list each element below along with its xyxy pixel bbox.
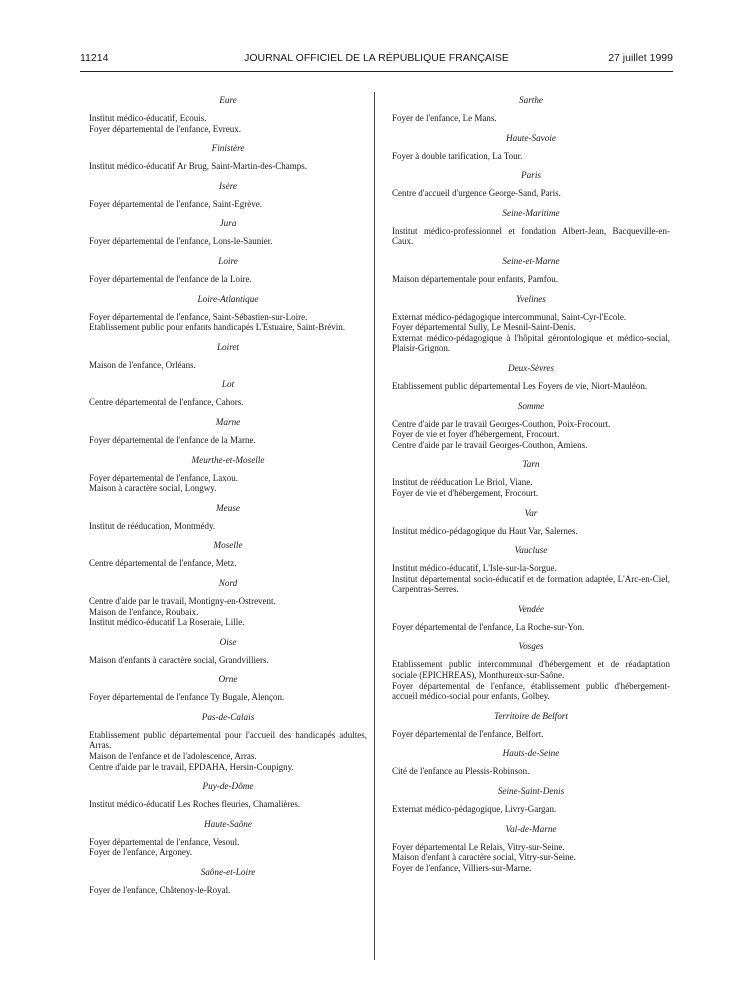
department-section bbox=[392, 785, 670, 815]
department-heading: Deux-Sèvres bbox=[507, 362, 555, 373]
department-heading: Lot bbox=[221, 379, 235, 390]
establishment-entry: Foyer départemental de l'enfance, Saint-Sébastien-sur-Loire. bbox=[89, 311, 308, 322]
department-heading: Vosges bbox=[518, 641, 544, 652]
page-number: 11214 bbox=[80, 52, 109, 64]
establishment-entry: Maison de l'enfance et de l'adolescence, Arras. bbox=[89, 751, 257, 762]
department-heading: Puy-de-Dôme bbox=[202, 781, 254, 792]
department-heading: Somme bbox=[517, 400, 545, 411]
department-heading: Jura bbox=[219, 218, 237, 229]
establishment-entry: Institut de rééducation, Montmédy. bbox=[89, 520, 216, 531]
department-section bbox=[89, 780, 367, 810]
establishment-entry: Centre départemental de l'enfance, Metz. bbox=[89, 558, 237, 569]
department-section bbox=[392, 169, 670, 199]
establishment-entry: Cité de l'enfance au Plessis-Robinson. bbox=[392, 766, 530, 777]
department-section bbox=[89, 217, 367, 247]
establishment-entry: Foyer départemental de l'enfance, Belfort. bbox=[392, 728, 544, 739]
establishment-entry: Institut médico-professionnel et fondation Albert-Jean, Bacqueville-en-Caux. bbox=[392, 225, 670, 247]
column-divider bbox=[374, 92, 375, 960]
department-section bbox=[392, 255, 670, 285]
establishment-entry: Externat médico-pédagogique, Livry-Gargan. bbox=[392, 804, 557, 815]
establishment-entry: Etablissement public départemental Les Foyers de vie, Niort-Mauléon. bbox=[392, 380, 648, 391]
establishment-entry: Centre d'aide par le travail Georges-Couthon, Poix-Frocourt. bbox=[392, 418, 611, 429]
department-heading: Meuse bbox=[216, 502, 240, 513]
department-heading: Haute-Savoie bbox=[505, 132, 556, 143]
department-section bbox=[89, 502, 367, 532]
department-section bbox=[89, 577, 367, 628]
establishment-entry: Institut départemental socio-éducatif et de formation adaptée, L'Arc-en-Ciel, Carpentras-Serres. bbox=[392, 573, 670, 595]
establishment-entry: Foyer départemental Sully, Le Mesnil-Saint-Denis. bbox=[392, 322, 576, 333]
department-heading: Meurthe-et-Moselle bbox=[191, 454, 265, 465]
department-section bbox=[392, 132, 670, 162]
establishment-entry: Maison départementale pour enfants, Pamfou. bbox=[392, 273, 558, 284]
establishment-entry: Etablissement public départemental pour l'accueil des handicapés adultes, Arras. bbox=[89, 729, 367, 751]
establishment-entry: Centre départemental de l'enfance, Cahors. bbox=[89, 397, 244, 408]
department-heading: Pas-de-Calais bbox=[201, 711, 255, 722]
publication-date: 27 juillet 1999 bbox=[608, 52, 673, 64]
department-heading: Finistère bbox=[211, 143, 245, 154]
department-heading: Val-de-Marne bbox=[505, 823, 557, 834]
establishment-entry: Maison d'enfants à caractère social, Grandvilliers. bbox=[89, 654, 269, 665]
establishment-entry: Institut de rééducation Le Briol, Viane. bbox=[392, 477, 533, 488]
establishment-entry: Maison d'enfant à caractère social, Vitry-sur-Seine. bbox=[392, 852, 576, 863]
department-section bbox=[89, 293, 367, 333]
department-section bbox=[89, 673, 367, 703]
department-section bbox=[392, 94, 670, 124]
department-section bbox=[89, 142, 367, 172]
journal-title: JOURNAL OFFICIEL DE LA RÉPUBLIQUE FRANÇAISE bbox=[244, 52, 509, 64]
department-heading: Var bbox=[524, 507, 538, 518]
department-section bbox=[89, 180, 367, 210]
department-heading: Vaucluse bbox=[514, 545, 548, 556]
establishment-entry: Institut médico-éducatif, L'Isle-sur-la-Sorgue. bbox=[392, 563, 557, 574]
establishment-entry: Foyer départemental de l'enfance Ty Bugale, Alençon. bbox=[89, 692, 285, 703]
establishment-entry: Foyer de vie et d'hébergement, Frocourt. bbox=[392, 487, 539, 498]
right-column bbox=[392, 94, 670, 881]
department-section bbox=[392, 710, 670, 740]
department-section bbox=[89, 866, 367, 896]
establishment-entry: Foyer de l'enfance, Argoney. bbox=[89, 847, 193, 858]
establishment-entry: Foyer départemental de l'enfance, Vesoul. bbox=[89, 836, 240, 847]
department-heading: Territoire de Belfort bbox=[494, 710, 568, 721]
department-heading: Oise bbox=[219, 636, 237, 647]
department-section bbox=[89, 711, 367, 772]
department-heading: Haute-Saône bbox=[204, 818, 252, 829]
establishment-entry: Foyer de l'enfance, Châtenoy-le-Royal. bbox=[89, 885, 231, 896]
department-heading: Paris bbox=[521, 170, 541, 181]
department-heading: Eure bbox=[219, 95, 237, 105]
department-section bbox=[392, 544, 670, 595]
department-section bbox=[392, 293, 670, 354]
establishment-entry: Institut médico-éducatif La Roseraie, Lille. bbox=[89, 617, 245, 628]
department-section bbox=[89, 255, 367, 285]
establishment-entry: Centre d'aide par le travail, EPDAHA, Hersin-Coupigny. bbox=[89, 761, 294, 772]
establishment-entry: Externat médico-pédagogique à l'hôpital gérontologique et médico-social, Plaisir-Grignon. bbox=[392, 332, 670, 354]
department-heading: Marne bbox=[215, 416, 241, 427]
department-section bbox=[392, 603, 670, 633]
establishment-entry: Centre d'aide par le travail Georges-Couthon, Amiens. bbox=[392, 439, 588, 450]
department-section bbox=[89, 416, 367, 446]
department-section bbox=[89, 341, 367, 371]
establishment-entry: Institut médico-éducatif Les Roches fleuries, Chamalières. bbox=[89, 799, 301, 810]
establishment-entry: Institut médico-pédagogique du Haut Var, Salernes. bbox=[392, 525, 578, 536]
establishment-entry: Foyer à double tarification, La Tour. bbox=[392, 150, 523, 161]
establishment-entry: Foyer de l'enfance, Le Mans. bbox=[392, 113, 497, 123]
department-heading: Sarthe bbox=[519, 95, 543, 105]
establishment-entry: Externat médico-pédagogique intercommunal, Saint-Cyr-l'Ecole. bbox=[392, 311, 627, 322]
department-heading: Orne bbox=[218, 674, 238, 685]
establishment-entry: Foyer départemental de l'enfance, Saint-Egrève. bbox=[89, 198, 263, 209]
department-heading: Vendée bbox=[517, 603, 544, 614]
establishment-entry: Institut médico-éducatif Ar Brug, Saint-Martin-des-Champs. bbox=[89, 161, 307, 172]
establishment-entry: Foyer de l'enfance, Villiers-sur-Marne. bbox=[392, 862, 532, 873]
establishment-entry: Foyer départemental de l'enfance, La Roche-sur-Yon. bbox=[392, 621, 585, 632]
establishment-entry: Foyer départemental de l'enfance, établissement public d'hébergement-accueil médico-social pour enfants, Golbey. bbox=[392, 680, 670, 702]
department-heading: Nord bbox=[218, 577, 238, 588]
department-section bbox=[89, 454, 367, 494]
establishment-entry: Etablissement public intercommunal d'hébergement et de réadaptation sociale (EPICHREAS), Monthureux-sur-Saône. bbox=[392, 659, 670, 681]
department-heading: Loiret bbox=[216, 341, 240, 352]
establishment-entry: Foyer de vie et foyer d'hébergement, Frocourt. bbox=[392, 429, 560, 440]
establishment-entry: Centre d'aide par le travail, Montigny-en-Ostrevent. bbox=[89, 595, 276, 606]
establishment-entry: Maison à caractère social, Longwy. bbox=[89, 483, 217, 494]
establishment-entry: Etablissement public pour enfants handicapés L'Estuaire, Saint-Brévin. bbox=[89, 322, 346, 333]
establishment-entry: Foyer départemental de l'enfance, Lons-le-Saunier. bbox=[89, 236, 273, 247]
establishment-entry: Foyer départemental de l'enfance de la Marne. bbox=[89, 434, 256, 445]
establishment-entry: Foyer départemental Le Relais, Vitry-sur-Seine. bbox=[392, 841, 565, 852]
department-heading: Loire-Atlantique bbox=[197, 293, 259, 304]
department-heading: Seine-et-Marne bbox=[502, 255, 560, 266]
department-section bbox=[392, 400, 670, 451]
department-heading: Saône-et-Loire bbox=[200, 867, 256, 878]
department-section bbox=[89, 539, 367, 569]
department-heading: Hauts-de-Seine bbox=[502, 748, 560, 759]
department-section bbox=[89, 818, 367, 858]
department-section bbox=[392, 747, 670, 777]
establishment-entry: Foyer départemental de l'enfance de la Loire. bbox=[89, 273, 252, 284]
department-section bbox=[89, 636, 367, 666]
department-heading: Yvelines bbox=[516, 293, 546, 304]
left-column bbox=[89, 94, 367, 904]
department-section bbox=[392, 507, 670, 537]
department-section bbox=[392, 207, 670, 247]
page-header bbox=[80, 52, 673, 68]
department-heading: Seine-Maritime bbox=[502, 207, 560, 218]
establishment-entry: Foyer départemental de l'enfance, Evreux. bbox=[89, 123, 242, 134]
department-heading: Tarn bbox=[522, 459, 540, 470]
header-rule bbox=[80, 71, 673, 72]
establishment-entry: Centre d'accueil d'urgence George-Sand, Paris. bbox=[392, 188, 561, 199]
establishment-entry: Maison de l'enfance, Orléans. bbox=[89, 359, 196, 370]
department-section bbox=[89, 378, 367, 408]
department-heading: Isère bbox=[218, 180, 238, 191]
establishment-entry: Institut médico-éducatif, Ecouis. bbox=[89, 113, 207, 123]
establishment-entry: Foyer départemental de l'enfance, Laxou. bbox=[89, 472, 239, 483]
establishment-entry: Maison de l'enfance, Roubaix. bbox=[89, 606, 199, 617]
department-heading: Loire bbox=[218, 255, 238, 266]
department-heading: Moselle bbox=[213, 540, 243, 551]
department-section bbox=[392, 458, 670, 498]
department-section bbox=[392, 362, 670, 392]
department-section bbox=[392, 823, 670, 874]
department-section bbox=[89, 94, 367, 134]
department-heading: Seine-Saint-Denis bbox=[497, 786, 565, 797]
department-section bbox=[392, 640, 670, 701]
